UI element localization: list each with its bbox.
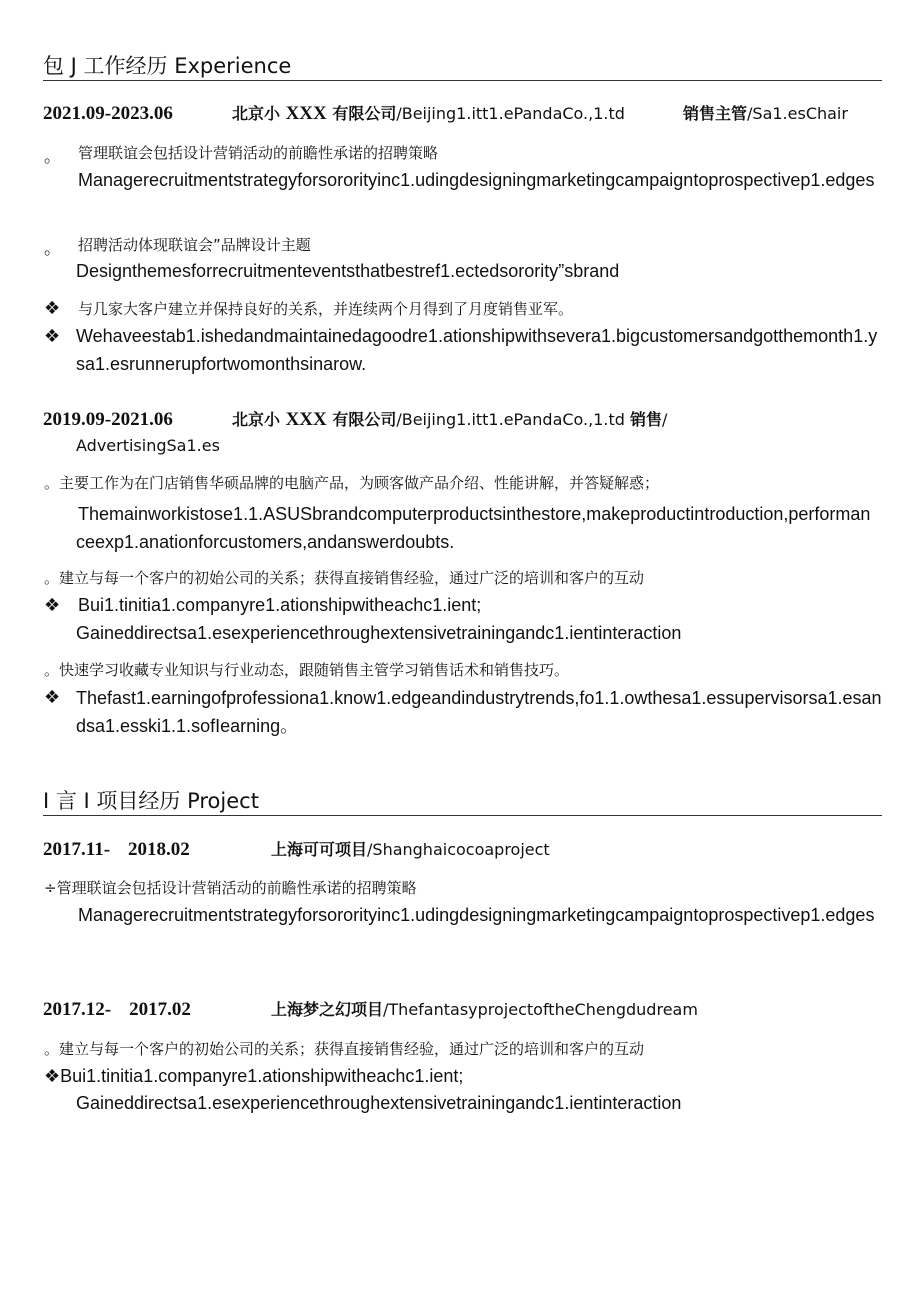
item-zh-line bbox=[44, 472, 659, 494]
role-en: /Sa1.esChair bbox=[747, 104, 848, 123]
item-zh: 快速学习收藏专业知识与行业动态，跟随销售主管学习销售话术和销售技巧。 bbox=[59, 661, 570, 679]
job-date: 2021.09-2023.06 bbox=[43, 103, 173, 124]
item-zh: 与几家大客户建立并保持良好的关系，并连续两个月得到了月度销售亚军。 bbox=[78, 300, 574, 318]
item-zh: 建立与每一个客户的初始公司的关系；获得直接销售经验，通过广泛的培训和客户的互动 bbox=[59, 569, 645, 587]
bullet-dot: 。 bbox=[44, 569, 60, 587]
item-zh-line bbox=[44, 877, 417, 899]
item-en: Wehaveestab1.ishedandmaintainedagoodre1.ationshipwithsevera1.bigcustomersandgotthemonth1.ysa1.esrunnerupfortwomonthsinarow. bbox=[76, 326, 878, 374]
job-role-line2: AdvertisingSa1.es bbox=[76, 436, 220, 455]
item-en-text: Themainworkistose1.1.ASUSbrandcomputerproductsinthestore,makeproductintroduction,performanceexp1.anationforcustomers,andanswerdoubts. bbox=[76, 504, 871, 552]
project-name bbox=[271, 838, 550, 862]
item-zh: 建立与每一个客户的初始公司的关系；获得直接销售经验，通过广泛的培训和客户的互动 bbox=[59, 1040, 645, 1058]
item-zh-line bbox=[44, 567, 644, 589]
project-date-start: 2017.12- bbox=[43, 999, 112, 1020]
job-date: 2019.09-2021.06 bbox=[43, 409, 173, 430]
item-en-b: Gaineddirectsa1.esexperiencethroughextensivetrainingandc1.ientinteraction bbox=[76, 623, 682, 643]
org-xxx: XXX bbox=[285, 103, 327, 124]
org-cn-a: 北京小 bbox=[232, 410, 286, 429]
project-date bbox=[43, 998, 191, 1022]
item-en: Designthemesforrecruitmenteventsthatbestref1.ectedsorority”sbrand bbox=[76, 261, 620, 281]
item-zh-line bbox=[44, 659, 569, 681]
bullet-divide: ÷ bbox=[44, 879, 57, 897]
project-date-start: 2017.11- bbox=[43, 839, 111, 860]
item-en bbox=[76, 901, 878, 929]
role-cn: 销售 bbox=[630, 410, 663, 429]
bullet-dot: 。 bbox=[44, 474, 60, 492]
project-date-end: 2017.02 bbox=[129, 999, 191, 1020]
job-org bbox=[232, 102, 625, 126]
item-zh: 管理联谊会包括设计营销活动的前瞻性承诺的招聘策略 bbox=[78, 144, 439, 162]
item-en: Thefast1.earningofprofessiona1.know1.edgeandindustrytrends,fo1.1.owthesa1.essupervisorsa1.esandsa1.esski1.1.sofIearning。 bbox=[76, 688, 882, 736]
org-en: /Beijing1.itt1.ePandaCo.,1.td bbox=[396, 104, 625, 123]
item-en-a: Bui1.tinitia1.companyre1.ationshipwitheachc1.ient; bbox=[60, 1066, 464, 1086]
item-zh: 管理联谊会包括设计营销活动的前瞻性承诺的招聘策略 bbox=[56, 879, 417, 897]
role-cn: 销售主管 bbox=[683, 104, 748, 123]
org-xxx: XXX bbox=[285, 409, 327, 430]
item-en-b: Gaineddirectsa1.esexperiencethroughextensivetrainingandc1.ientinteraction bbox=[76, 1093, 682, 1113]
org-cn-a: 北京小 bbox=[232, 104, 286, 123]
project-name-cn: 上海可可项目 bbox=[271, 840, 368, 859]
org-cn-b: 有限公司 bbox=[326, 104, 397, 123]
item-zh: 招聘活动体现联谊会”品牌设计主题 bbox=[78, 236, 311, 254]
project-name-cn: 上海梦之幻项目 bbox=[271, 1000, 384, 1019]
project-date-end: 2018.02 bbox=[128, 839, 190, 860]
org-cn-b: 有限公司 bbox=[326, 410, 397, 429]
project-heading: I 言 I 项目经历 Project bbox=[43, 787, 882, 816]
bullet-dot: 。 bbox=[44, 661, 60, 679]
bullet-dot: 。 bbox=[44, 239, 61, 259]
item-zh: 主要工作为在门店销售华硕品牌的电脑产品，为顾客做产品介绍、性能讲解，并答疑解惑； bbox=[59, 474, 660, 492]
project-name bbox=[271, 998, 698, 1022]
project-name-en: /ThefantasyprojectoftheChengdudream bbox=[383, 1000, 698, 1019]
diamond-bullet: ❖ bbox=[44, 326, 61, 347]
project-name-en: /Shanghaicocoaproject bbox=[367, 840, 550, 859]
experience-heading: 包 J 工作经历 Experience bbox=[43, 52, 882, 81]
item-en bbox=[76, 166, 878, 194]
diamond-bullet: ❖ bbox=[44, 298, 61, 319]
role-en: / bbox=[662, 410, 668, 429]
item-en bbox=[76, 500, 878, 556]
item-en-a: Bui1.tinitia1.companyre1.ationshipwitheachc1.ient; bbox=[78, 595, 482, 615]
diamond-bullet: ❖ bbox=[44, 687, 61, 708]
diamond-bullet: ❖ bbox=[44, 595, 61, 616]
item-en-a-line bbox=[44, 1062, 463, 1090]
item-en-text: Managerecruitmentstrategyforsororityinc1.udingdesigningmarketingcampaigntoprospectivep1.edges bbox=[78, 170, 875, 190]
org-en: /Beijing1.itt1.ePandaCo.,1.td bbox=[396, 410, 631, 429]
bullet-dot: 。 bbox=[44, 1040, 60, 1058]
job-org bbox=[232, 408, 667, 432]
item-zh-line bbox=[44, 1038, 644, 1060]
job-role bbox=[683, 102, 848, 126]
bullet-dot: 。 bbox=[44, 147, 61, 167]
project-date bbox=[43, 838, 190, 862]
item-en-text: Managerecruitmentstrategyforsororityinc1.udingdesigningmarketingcampaigntoprospectivep1.edges bbox=[78, 905, 875, 925]
diamond-bullet: ❖ bbox=[44, 1066, 61, 1086]
